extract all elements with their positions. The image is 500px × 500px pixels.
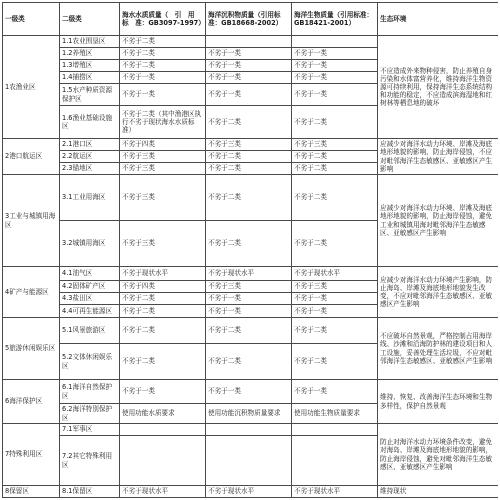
water-cell: 不劣于二类 [120,36,206,48]
level2-cell: 8.1保留区 [60,486,120,498]
sediment-cell: 不劣于二类 [206,175,292,221]
bio-cell: 不劣于二类 [292,221,378,267]
bio-cell: 不劣于二类 [292,163,378,175]
bio-cell [292,424,378,436]
header-level1: 一级类 [3,3,60,36]
eco-cell: 不应造成外来物种侵害，防止养殖自身污染和水体富营养化，维持海洋生物资源可持续利用，保持海洋生态系统结构和功能的稳定，不应造成滨海湿地和红树林等栖息地的破坏 [378,36,499,139]
sediment-cell: 不劣于三类 [206,281,292,293]
water-cell: 不劣于三类 [120,163,206,175]
level2-cell: 6.1海洋自然保护区 [60,380,120,404]
water-cell: 不劣于一类 [120,84,206,106]
sediment-cell [206,36,292,48]
level2-cell: 4.3盐田区 [60,293,120,305]
bio-cell: 不劣于一类 [292,380,378,404]
sediment-cell: 不劣于一类 [206,72,292,84]
water-cell: 不劣于二类 [120,305,206,318]
level2-cell: 1.2养殖区 [60,48,120,60]
header-sediment-quality: 海洋沉积物质量（引用标准：GB18668-2002） [206,3,292,36]
bio-cell: 不劣于一类 [292,84,378,106]
water-cell: 不劣于三类 [120,151,206,163]
water-cell: 不劣于二类（其中渔港区执行不劣于现状海水水质标准） [120,106,206,139]
bio-cell: 不劣于三类 [292,281,378,293]
bio-cell: 不劣于一类 [292,305,378,318]
level2-cell: 4.2固体矿产区 [60,281,120,293]
level2-cell: 1.1农业围垦区 [60,36,120,48]
water-cell: 不劣于现状水平 [120,486,206,498]
level1-cell: 6海洋保护区 [3,380,60,424]
water-cell: 使用功能水质要求 [120,404,206,424]
bio-cell: 不劣于一类 [292,293,378,305]
sediment-cell: 不劣于一类 [206,48,292,60]
sediment-cell: 不劣于二类 [206,221,292,267]
sediment-cell: 不劣于一类 [206,84,292,106]
level2-cell: 4.1油气区 [60,267,120,281]
eco-cell: 防止对海洋水动力环境条件改变，避免对海岛、岸滩及海底地形地貌的影响，防止海岸侵蚀，避免对毗邻海洋生态敏感区、亚敏感区产生影响 [378,424,499,486]
sediment-cell: 不劣于二类 [206,151,292,163]
level2-cell: 5.2文体休闲娱乐区 [60,344,120,380]
table-row [3,139,499,151]
water-cell: 不劣于三类 [120,221,206,267]
table-row [3,318,499,344]
level2-cell: 1.5水产种质资源保护区 [60,84,120,106]
eco-cell: 维持现状 [378,486,499,498]
level1-cell: 5旅游休闲娱乐区 [3,318,60,380]
sediment-cell: 不劣于现状水平 [206,267,292,281]
bio-cell [292,436,378,486]
sediment-cell: 不劣于二类 [206,163,292,175]
sediment-cell [206,436,292,486]
sediment-cell: 不劣于现状水平 [206,486,292,498]
bio-cell: 使用功能生物质量要求 [292,404,378,424]
table-row [3,424,499,436]
level2-cell: 2.2航运区 [60,151,120,163]
level2-cell: 7.1军事区 [60,424,120,436]
bio-cell: 不劣于二类 [292,106,378,139]
level2-cell: 5.1风景旅游区 [60,318,120,344]
level1-cell: 1农渔业区 [3,36,60,139]
sediment-cell: 不劣于一类 [206,293,292,305]
sediment-cell: 不劣于二类 [206,318,292,344]
table-container [2,2,498,498]
table-row [3,36,499,48]
water-cell: 不劣于二类 [120,293,206,305]
water-cell: 不劣于一类 [120,72,206,84]
level2-cell: 6.2海洋特别保护区 [60,404,120,424]
eco-cell: 不应破坏自然景观，严格控制占用海岸线、沙滩和沿海防护林的建设项目和人工设施，妥善处理生活垃圾，不应对毗邻海洋生态敏感区、亚敏感区产生影响 [378,318,499,380]
eco-cell: 维持、恢复、改善海洋生态环境和生物多样性，保护自然景观 [378,380,499,424]
sediment-cell: 不劣于二类 [206,106,292,139]
header-level2: 二级类 [60,3,120,36]
bio-cell: 不劣于二类 [292,344,378,380]
table-row [3,175,499,221]
sediment-cell: 不劣于一类 [206,305,292,318]
bio-cell: 不劣于二类 [292,318,378,344]
bio-cell: 不劣于现状水平 [292,486,378,498]
level2-cell: 7.2其它特殊利用区 [60,436,120,486]
header-eco-env: 生态环境 [378,3,499,36]
water-cell [120,436,206,486]
level1-cell: 4矿产与能源区 [3,267,60,318]
level2-cell: 2.3锚地区 [60,163,120,175]
level1-cell: 7特殊利用区 [3,424,60,486]
eco-cell: 应减少对海洋水动力环境、岸滩及海底地形地貌的影响，防止海岸侵蚀，避免工业和城镇用海对毗邻海洋生态敏感区、亚敏感区产生影响 [378,175,499,267]
bio-cell: 不劣于二类 [292,151,378,163]
water-cell: 不劣于三类 [120,175,206,221]
bio-cell: 不劣于一类 [292,48,378,60]
sediment-cell: 使用功能沉积物质量要求 [206,404,292,424]
header-row [3,3,499,36]
zoning-table [2,2,498,498]
water-cell: 不劣于二类 [120,60,206,72]
bio-cell: 不劣于三类 [292,139,378,151]
level2-cell: 1.4捕捞区 [60,72,120,84]
sediment-cell: 不劣于二类 [206,344,292,380]
bio-cell [292,36,378,48]
water-cell: 不劣于四类 [120,281,206,293]
bio-cell: 不劣于二类 [292,175,378,221]
bio-cell: 不劣于现状水平 [292,267,378,281]
table-row [3,267,499,281]
level2-cell: 3.2城镇用海区 [60,221,120,267]
bio-cell: 不劣于一类 [292,72,378,84]
water-cell: 不劣于一类 [120,380,206,404]
table-row [3,380,499,404]
water-cell: 不劣于四类 [120,139,206,151]
water-cell: 不劣于二类 [120,48,206,60]
water-cell: 不劣于现状水平 [120,267,206,281]
level2-cell: 4.4可再生能源区 [60,305,120,318]
table-row [3,486,499,498]
level2-cell: 3.1工业用海区 [60,175,120,221]
water-cell: 不劣于二类 [120,318,206,344]
water-cell: 不劣于二类 [120,344,206,380]
header-water-quality: 海水水质质量（ 引 用 标 准：GB3097-1997） [120,3,206,36]
level2-cell: 2.1港口区 [60,139,120,151]
sediment-cell: 不劣于一类 [206,380,292,404]
level1-cell: 2港口航运区 [3,139,60,175]
header-bio-quality: 海洋生物质量（引用标准：GB18421-2001） [292,3,378,36]
sediment-cell [206,424,292,436]
eco-cell: 应减少对海洋水动力环境产生影响，防止海岛、岸滩及海底地形地貌发生改变，不应对毗邻海洋生态敏感区、亚敏感区产生影响 [378,267,499,318]
level2-cell: 1.3增殖区 [60,60,120,72]
water-cell [120,424,206,436]
sediment-cell: 不劣于三类 [206,139,292,151]
sediment-cell: 不劣于一类 [206,60,292,72]
level2-cell: 1.6渔业基础设施区 [60,106,120,139]
level1-cell: 3工业与城镇用海区 [3,175,60,267]
level1-cell: 8保留区 [3,486,60,498]
bio-cell: 不劣于一类 [292,60,378,72]
eco-cell: 应减少对海洋水动力环境、岸滩及海底地形地貌的影响，防止海岸侵蚀，不应对毗邻海洋生态敏感区、亚敏感区产生影响 [378,139,499,175]
